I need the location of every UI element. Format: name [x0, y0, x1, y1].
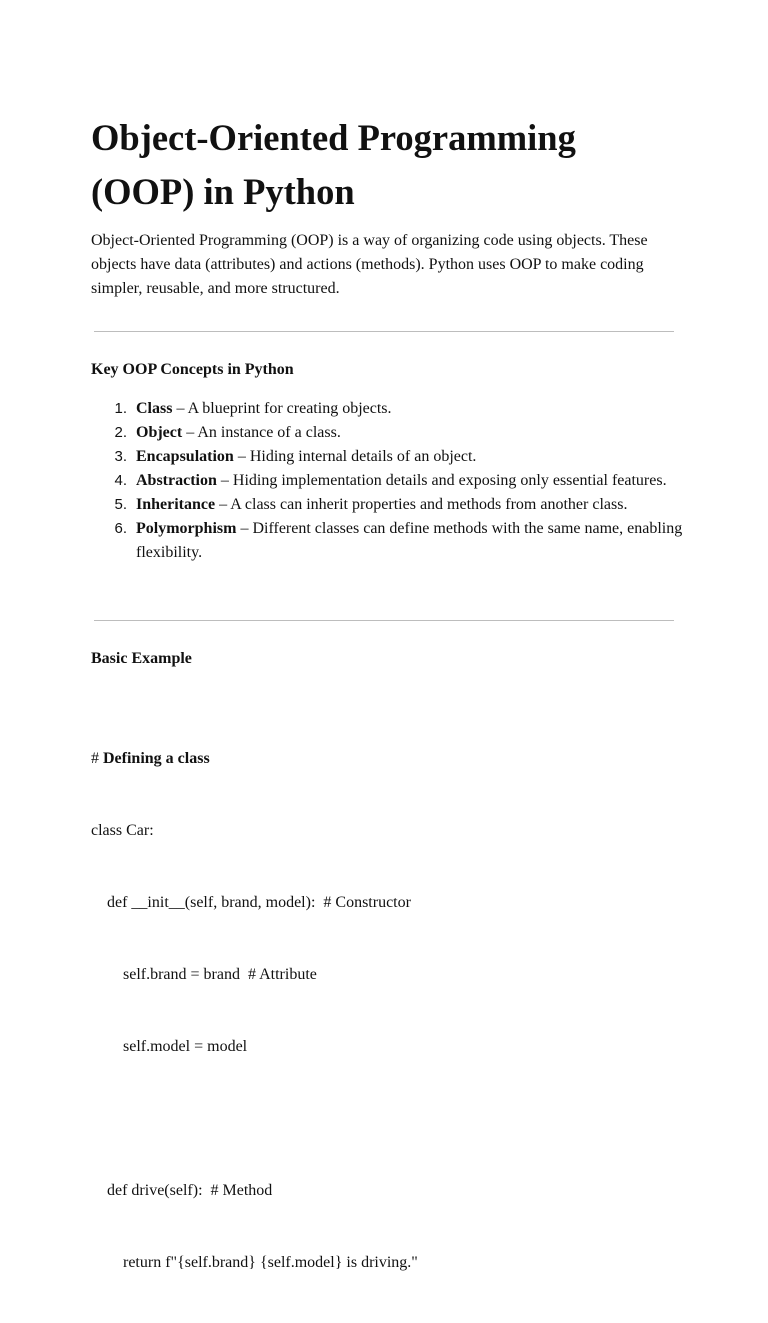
- list-item: [91, 469, 683, 493]
- list-number: 6.: [114, 520, 127, 537]
- concept-description: – An instance of a class.: [182, 424, 341, 441]
- example-heading: Basic Example: [91, 650, 192, 667]
- code-line: [91, 1107, 418, 1131]
- page-title: Object-Oriented Programming (OOP) in Python: [91, 117, 576, 212]
- concept-term: Inheritance: [136, 496, 216, 513]
- concept-term: Polymorphism: [136, 520, 237, 537]
- concept-description: – A class can inherit properties and methods from another class.: [215, 496, 628, 513]
- code-line: def __init__(self, brand, model): # Constructor: [91, 894, 411, 911]
- code-comment-hash: #: [91, 750, 103, 767]
- concept-term: Object: [136, 424, 183, 441]
- concept-description: – A blueprint for creating objects.: [172, 400, 392, 417]
- concepts-heading: Key OOP Concepts in Python: [91, 361, 294, 378]
- list-item: [91, 397, 683, 421]
- list-item: [91, 445, 683, 469]
- code-line: return f"{self.brand} {self.model} is driving.": [91, 1254, 418, 1271]
- concepts-list: [91, 397, 683, 565]
- list-item: [91, 493, 683, 517]
- code-block: [91, 699, 418, 1323]
- code-comment-line: [91, 747, 418, 771]
- list-number: 4.: [114, 472, 127, 489]
- concept-term: Class: [136, 400, 173, 417]
- list-number: 3.: [114, 448, 127, 465]
- code-line: self.model = model: [91, 1038, 248, 1055]
- list-number: 1.: [114, 400, 127, 417]
- list-number: 5.: [114, 496, 127, 513]
- list-item: [91, 421, 683, 445]
- concept-term: Encapsulation: [136, 448, 234, 465]
- section-divider: [94, 620, 674, 621]
- concept-description: – Different classes can define methods with the same name, enabling flexibility.: [136, 520, 683, 561]
- intro-paragraph: Object-Oriented Programming (OOP) is a way of organizing code using objects. These objects have data (attributes) and actions (methods). Python uses OOP to make coding simpler, reusable, and more structured.: [91, 232, 648, 297]
- concept-term: Abstraction: [136, 472, 217, 489]
- concept-description: – Hiding implementation details and exposing only essential features.: [216, 472, 667, 489]
- section-divider: [94, 331, 674, 332]
- list-number: 2.: [114, 424, 127, 441]
- code-comment-text: Defining a class: [103, 750, 210, 767]
- code-line: class Car:: [91, 822, 154, 839]
- list-item: [91, 517, 683, 565]
- concept-description: – Hiding internal details of an object.: [233, 448, 477, 465]
- code-line: def drive(self): # Method: [91, 1182, 273, 1199]
- code-line: self.brand = brand # Attribute: [91, 966, 317, 983]
